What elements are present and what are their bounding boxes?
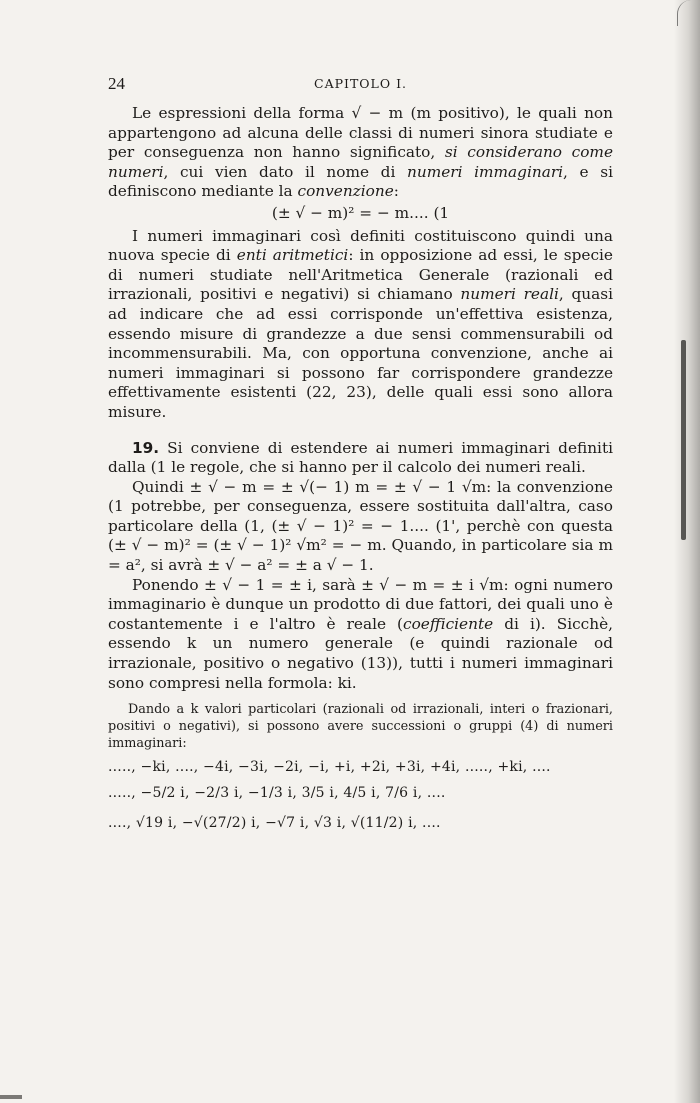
running-header bbox=[108, 74, 613, 96]
text-run: , quasi ad indicare che ad essi corrisponde un'effettiva esistenza, essendo misure di grandezze a due sensi commensurabili od incommensurabili. Ma, con opportuna convenzione, anche ai numeri immaginari si possono far corrispondere grandezze effettivamente esistenti (22, 23), delle quali essi sono allora misure. bbox=[108, 285, 613, 421]
emphasis: si considerano come numeri bbox=[108, 143, 613, 181]
paragraph-imaginary-definition bbox=[108, 104, 613, 202]
footnote-block bbox=[108, 701, 613, 832]
scan-artifact bbox=[0, 1095, 22, 1099]
emphasis: convenzione bbox=[297, 182, 394, 201]
text-run: , cui vien dato il nome di bbox=[163, 162, 408, 181]
text-run: I numeri immaginari così definiti costituiscono quindi una nuova specie di bbox=[108, 226, 613, 265]
sequence-integers: ....., −ki, ...., −4i, −3i, −2i, −i, +i, +2i, +3i, +4i, ....., +ki, .... bbox=[108, 759, 551, 776]
page-body bbox=[108, 104, 613, 832]
page-edge-shadow bbox=[674, 0, 700, 1103]
emphasis: coefficiente bbox=[403, 614, 494, 633]
emphasis: numeri immaginari bbox=[407, 162, 564, 181]
binding-mark bbox=[681, 340, 686, 540]
paragraph-real-numbers bbox=[108, 227, 613, 423]
section-19-intro bbox=[108, 439, 613, 478]
emphasis: enti aritmetici bbox=[236, 246, 349, 265]
text-run: Si conviene di estendere ai numeri immaginari definiti dalla (1 le regole, che si hanno per il calcolo dei numeri reali. bbox=[108, 438, 613, 477]
sequence-radicals: ...., √19 i, −√(27/2) i, −√7 i, √3 i, √(11/2) i, .... bbox=[108, 815, 441, 832]
text-run: Ponendo ± √ − 1 = ± i, sarà ± √ − m = ± i √m: ogni numero immaginario è dunque un prodotto di due fattori, dei quali uno è costantemente i e l'altro è reale ( bbox=[108, 575, 613, 633]
paragraph-imaginary-unit bbox=[108, 576, 613, 694]
section-number: 19. bbox=[132, 438, 160, 457]
emphasis: numeri reali bbox=[460, 285, 559, 304]
text-run: : in opposizione ad essi, le specie di numeri studiate nell'Aritmetica Generale (razionali ed irrazionali, positivi e negativi) si chiamano bbox=[108, 246, 613, 304]
sequence-fractions: ....., −5/2 i, −2/3 i, −1/3 i, 3/5 i, 4/5 i, 7/6 i, .... bbox=[108, 785, 446, 802]
text-run: , e si definiscono mediante la bbox=[108, 162, 613, 201]
page-number: 24 bbox=[108, 74, 125, 93]
paragraph-convention: Quindi ± √ − m = ± √(− 1) m = ± √ − 1 √m: la convenzione (1 potrebbe, per conseguenza, essere sostituita dall'altra, caso particolare della (1, (± √ − 1)² = − 1.... (1', perchè con questa (± √ − m)² = (± √ − 1)² √m² = − m. Quando, in particolare sia m = a², si avrà ± √ − a² = ± a √ − 1. bbox=[108, 477, 613, 575]
text-run: : bbox=[393, 182, 399, 201]
formula-1: (± √ − m)² = − m.... (1 bbox=[271, 203, 450, 222]
note-text: Dando a k valori particolari (razionali od irrazionali, interi o frazionari, positivi o negativi), si possono avere successioni o gruppi (4) di numeri immaginari: bbox=[108, 702, 613, 752]
chapter-title: CAPITOLO I. bbox=[314, 76, 407, 91]
text-run: Le espressioni della forma √ − m (m positivo), le quali non appartengono ad alcuna delle classi di numeri sinora studiate e per conseguenza non hanno significato, bbox=[108, 104, 613, 162]
text-run: di i). Sicchè, essendo k un numero generale (e quindi razionale od irrazionale, positivo o negativo (13)), tutti i numeri immaginari sono compresi nella formola: ki. bbox=[108, 614, 613, 692]
section-gap bbox=[108, 423, 613, 439]
